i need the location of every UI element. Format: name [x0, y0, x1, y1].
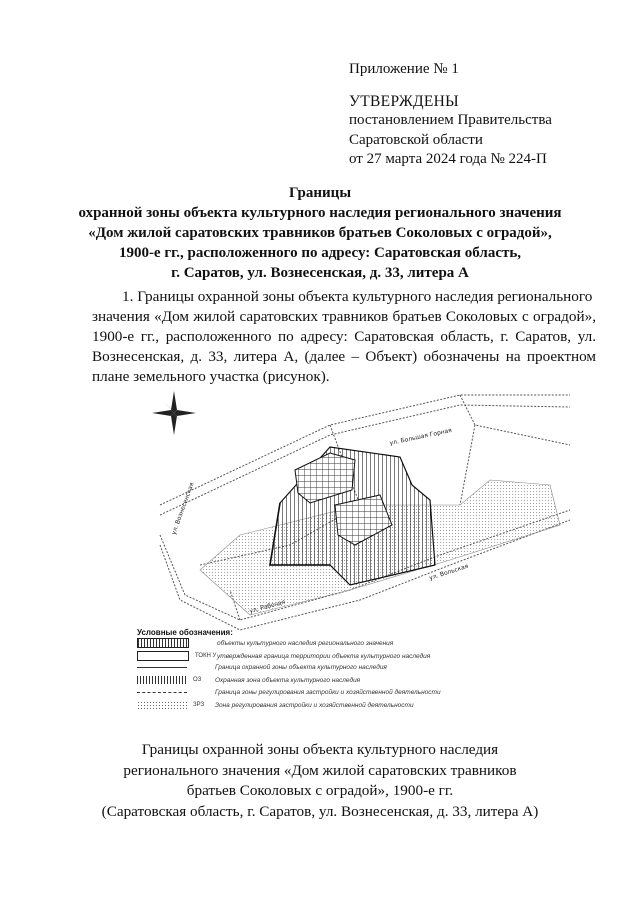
legend-symbol-regulation-zone — [137, 701, 187, 709]
appendix-label: Приложение № 1 — [349, 61, 459, 77]
legend-row-1: объекты культурного наследия регионального значения — [137, 638, 393, 648]
legend-row-5: Граница зоны регулирования застройки и хозяйственной деятельности — [137, 689, 441, 696]
title-line-4: 1900-е гг., расположенного по адресу: Саратовская область, — [118, 245, 522, 261]
legend-symbol-object — [137, 638, 189, 648]
compass-rose-icon — [152, 391, 196, 435]
street-label-right: ул. Вольская — [428, 562, 470, 582]
approval-line-1: постановлением Правительства — [349, 112, 552, 128]
street-label-top: ул. Большая Горная — [388, 426, 453, 447]
caption-line-3: братьев Соколовых с оградой», 1900-е гг. — [186, 782, 454, 799]
caption-line-1: Границы охранной зоны объекта культурного наследия — [141, 741, 499, 758]
caption-line-4: (Саратовская область, г. Саратов, ул. Вознесенская, д. 33, литера А) — [101, 802, 539, 820]
approved-heading: УТВЕРЖДЕНЫ — [349, 92, 459, 110]
title-line-2: охранной зоны объекта культурного наследия регионального значения — [78, 205, 562, 221]
paragraph-first-line: 1. Границы охранной зоны объекта культурного наследия регионального — [122, 288, 593, 305]
legend-symbol-zone-border — [137, 667, 187, 668]
legend-row-4: ОЗ Охранная зона объекта культурного наследия — [137, 676, 360, 684]
legend-title: Условные обозначения: — [137, 628, 233, 637]
legend-symbol-protection-zone — [137, 676, 187, 684]
street-label-bottom: ул. Рабочая — [248, 598, 286, 615]
legend-row-3: Граница охранной зоны объекта культурного наследия — [137, 664, 387, 671]
approval-line-2: Саратовской области — [349, 131, 483, 148]
title-line-3: «Дом жилой саратовских травников братьев Соколовых с оградой», — [88, 225, 552, 241]
legend-symbol-regulation-border — [137, 692, 187, 694]
figure-caption — [100, 740, 540, 822]
paragraph-rest: значения «Дом жилой саратовских травников братьев Соколовых с оградой», 1900-е гг., расположенного по адресу: Саратовская область, г. Саратов, ул. Вознесенская, д. 33, литера А, (далее – Объект) обозначены на проектном плане земельного участка (рисунок). — [92, 308, 596, 385]
site-plan-map — [130, 385, 575, 725]
caption-line-2: регионального значения «Дом жилой саратовских травников — [123, 761, 517, 779]
body-paragraph — [92, 287, 596, 387]
approval-line-3: от 27 марта 2024 года № 224-П — [349, 151, 547, 167]
title-line-5: г. Саратов, ул. Вознесенская, д. 33, литера А — [171, 265, 469, 281]
title-line-1: Границы — [288, 185, 352, 201]
legend-row-2: ТОКН У утвержденная граница территории объекта культурного наследия — [137, 651, 430, 661]
legend-symbol-territory — [137, 651, 189, 661]
approval-block — [349, 60, 552, 170]
document-title — [60, 183, 580, 283]
legend-row-6: ЗРЗ Зона регулирования застройки и хозяйственной деятельности — [137, 701, 414, 709]
street-label-left: ул. Вознесенская — [170, 481, 196, 536]
